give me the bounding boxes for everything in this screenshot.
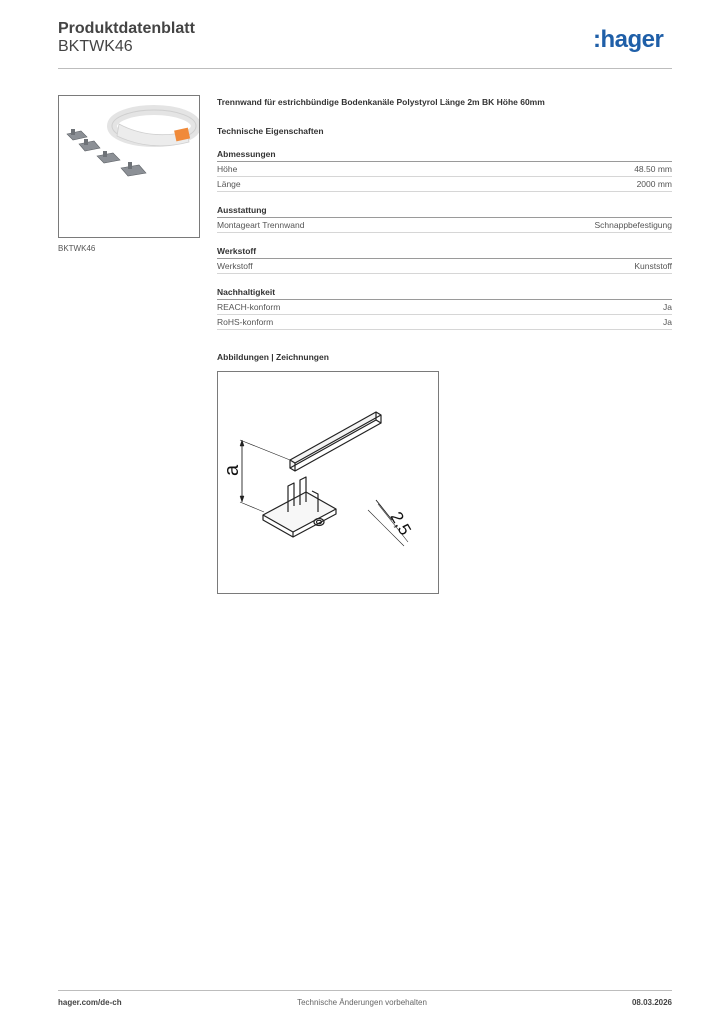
group-title-dimensions: Abmessungen <box>217 149 672 162</box>
dimension-label-thickness: 2,5 <box>386 508 415 539</box>
group-title-equipment: Ausstattung <box>217 205 672 218</box>
technical-drawing-svg <box>218 372 438 593</box>
spec-value: Ja <box>663 302 672 312</box>
spec-label: REACH-konform <box>217 302 281 312</box>
spec-value: Schnappbefestigung <box>594 220 672 230</box>
spec-row <box>217 315 672 330</box>
group-title-material: Werkstoff <box>217 246 672 259</box>
product-code-heading: BKTWK46 <box>58 38 133 55</box>
footer-disclaimer: Technische Änderungen vorbehalten <box>297 998 427 1007</box>
footer-website-link[interactable]: hager.com/de-ch <box>58 998 122 1007</box>
spec-label: Länge <box>217 179 241 189</box>
product-photo <box>58 95 200 238</box>
spec-label: Montageart Trennwand <box>217 220 305 230</box>
spec-value: 2000 mm <box>636 179 672 189</box>
images-heading: Abbildungen | Zeichnungen <box>217 352 329 362</box>
group-title-sustainability: Nachhaltigkeit <box>217 287 672 300</box>
photo-caption: BKTWK46 <box>58 244 96 253</box>
spec-label: RoHS-konform <box>217 317 274 327</box>
specs-panel <box>217 96 672 362</box>
page-title: Produktdatenblatt <box>58 20 195 37</box>
product-photo-illustration <box>59 96 199 237</box>
spec-value: Kunststoff <box>634 261 672 271</box>
spec-row <box>217 162 672 177</box>
spec-value: 48.50 mm <box>634 164 672 174</box>
hager-logo[interactable]: :hager <box>593 26 664 53</box>
spec-label: Höhe <box>217 164 238 174</box>
product-description: Trennwand für estrichbündige Bodenkanäle Polystyrol Länge 2m BK Höhe 60mm <box>217 97 545 107</box>
header-divider <box>58 68 672 69</box>
spec-row <box>217 177 672 192</box>
spec-row <box>217 218 672 233</box>
technical-drawing <box>217 371 439 594</box>
footer-date: 08.03.2026 <box>631 998 672 1007</box>
spec-row <box>217 259 672 274</box>
spec-label: Werkstoff <box>217 261 253 271</box>
section-title: Technische Eigenschaften <box>217 126 324 136</box>
spec-row <box>217 300 672 315</box>
dimension-label-a: a <box>221 464 243 476</box>
spec-value: Ja <box>663 317 672 327</box>
footer-divider <box>58 990 672 991</box>
